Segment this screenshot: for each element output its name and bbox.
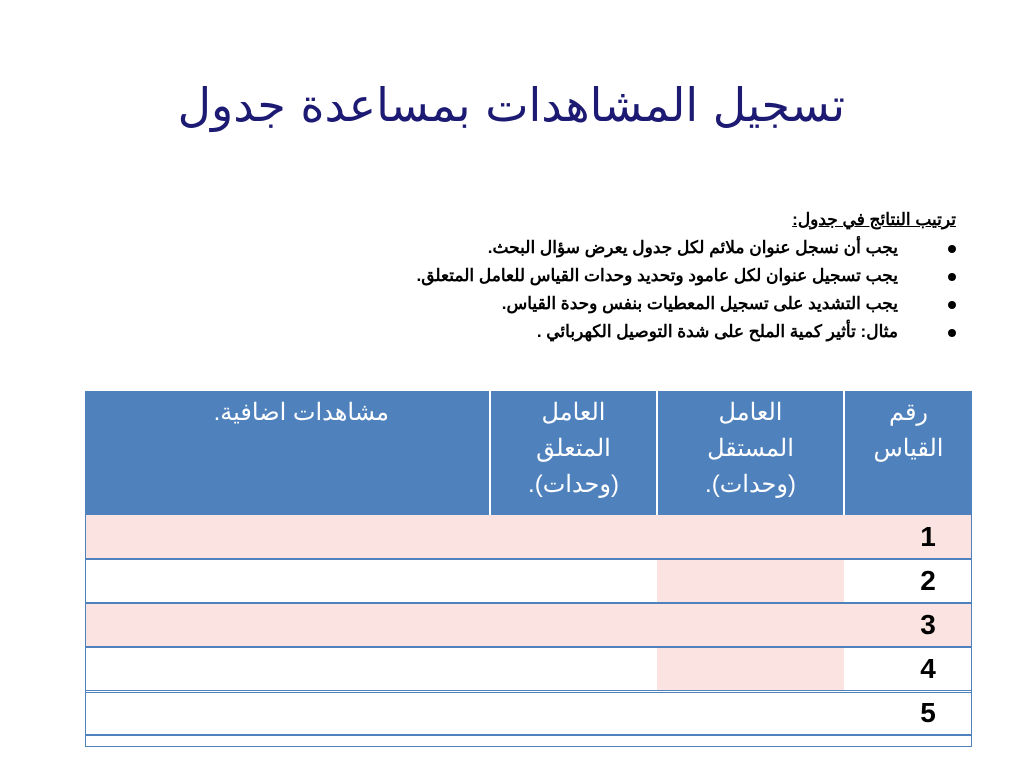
measurement-number-cell: 2 bbox=[844, 559, 972, 603]
header-dependent-variable: العامل المتعلق (وحدات). bbox=[490, 391, 657, 515]
measurement-number-cell: 3 bbox=[844, 603, 972, 647]
extra-cell[interactable] bbox=[85, 559, 490, 603]
bullet-dot-icon bbox=[948, 273, 956, 281]
table-row bbox=[85, 691, 972, 735]
table-row bbox=[85, 515, 972, 559]
intro-heading: ترتيب النتائج في جدول: bbox=[792, 210, 956, 229]
bullet-text: يجب تسجيل عنوان لكل عامود وتحديد وحدات القياس للعامل المتعلق. bbox=[416, 266, 898, 285]
slide-title: تسجيل المشاهدات بمساعدة جدول bbox=[177, 78, 845, 132]
table-row bbox=[85, 603, 972, 647]
bullet-item bbox=[236, 290, 956, 318]
header-additional-observations: مشاهدات اضافية. bbox=[85, 391, 490, 515]
dependent-cell[interactable] bbox=[490, 559, 657, 603]
bullet-dot-icon bbox=[948, 301, 956, 309]
table-header-row bbox=[85, 391, 972, 515]
bullet-text: يجب التشديد على تسجيل المعطيات بنفس وحدة القياس. bbox=[501, 294, 898, 313]
observations-table bbox=[85, 391, 972, 736]
independent-cell[interactable] bbox=[657, 559, 844, 603]
table-row bbox=[85, 647, 972, 691]
dependent-cell[interactable] bbox=[490, 515, 657, 559]
extra-cell[interactable] bbox=[85, 691, 490, 735]
bullet-item bbox=[236, 318, 956, 346]
extra-cell[interactable] bbox=[85, 647, 490, 691]
header-measurement-number: رقم القياس bbox=[844, 391, 972, 515]
independent-cell[interactable] bbox=[657, 515, 844, 559]
table-row bbox=[85, 559, 972, 603]
independent-cell[interactable] bbox=[657, 691, 844, 735]
measurement-number-cell: 1 bbox=[844, 515, 972, 559]
bullet-dot-icon bbox=[948, 329, 956, 337]
extra-cell[interactable] bbox=[85, 515, 490, 559]
header-independent-variable: العامل المستقل (وحدات). bbox=[657, 391, 844, 515]
dependent-cell[interactable] bbox=[490, 647, 657, 691]
bullet-list bbox=[236, 234, 956, 346]
dependent-cell[interactable] bbox=[490, 691, 657, 735]
bullet-text: مثال: تأثير كمية الملح على شدة التوصيل الكهربائي . bbox=[536, 322, 898, 341]
measurement-number-cell: 5 bbox=[844, 691, 972, 735]
independent-cell[interactable] bbox=[657, 647, 844, 691]
bullet-text: يجب أن نسجل عنوان ملائم لكل جدول يعرض سؤال البحث. bbox=[487, 238, 898, 257]
bullet-item bbox=[236, 262, 956, 290]
independent-cell[interactable] bbox=[657, 603, 844, 647]
extra-cell[interactable] bbox=[85, 603, 490, 647]
dependent-cell[interactable] bbox=[490, 603, 657, 647]
bullet-dot-icon bbox=[948, 245, 956, 253]
intro-section bbox=[236, 206, 956, 346]
measurement-number-cell: 4 bbox=[844, 647, 972, 691]
bullet-item bbox=[236, 234, 956, 262]
